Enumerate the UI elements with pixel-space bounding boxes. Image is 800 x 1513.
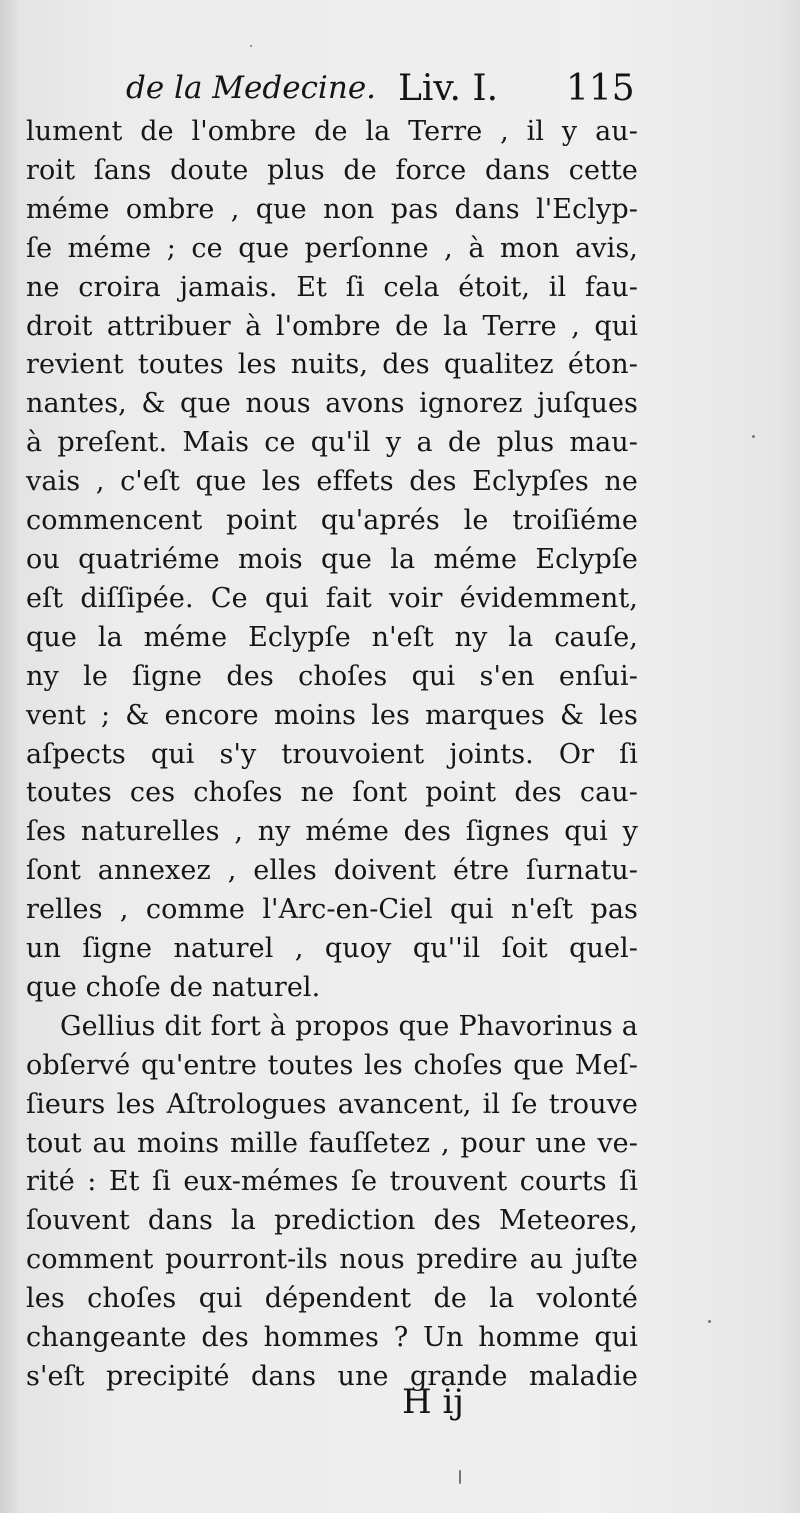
text-line: roit ſans doute plus de force dans cette — [26, 154, 638, 186]
text-line: vent ; & encore moins les marques & les — [26, 699, 638, 731]
text-line: droit attribuer à l'ombre de la Terre , qui — [26, 310, 638, 342]
text-line: ſont annexez , elles doivent étre ſurnatu- — [26, 855, 638, 887]
text-line: ny le ſigne des choſes qui s'en enſui- — [26, 660, 638, 692]
text-line: ſouvent dans la prediction des Meteores, — [26, 1205, 638, 1237]
text-line: s'eſt precipité dans une grande maladie — [26, 1361, 638, 1392]
text-line: obſervé qu'entre toutes les choſes que Meſ- — [26, 1049, 638, 1081]
text-line: ne croira jamais. Et ſi cela étoit, il fau- — [26, 271, 638, 303]
paper-speck — [708, 1320, 711, 1323]
text-line: aſpects qui s'y trouvoient joints. Or ſi — [26, 738, 638, 770]
text-line: ſe méme ; ce que perſonne , à mon avis, — [26, 232, 638, 264]
text-line: un ſigne naturel , quoy qu''il ſoit quel- — [26, 933, 638, 965]
text-line: Gellius dit fort à propos que Phavorinus a — [60, 1010, 638, 1042]
running-head-book: Liv. I. — [398, 68, 499, 109]
text-line: méme ombre , que non pas dans l'Eclyp- — [26, 193, 638, 225]
text-line: toutes ces choſes ne ſont point des cau- — [26, 777, 638, 809]
text-line: revient toutes les nuits, des qualitez éton- — [26, 349, 638, 381]
paper-speck — [459, 1470, 461, 1484]
paragraph-1 — [26, 113, 638, 1008]
paper-speck — [250, 45, 252, 47]
text-line: commencent point qu'aprés le troiſiéme — [26, 505, 638, 537]
paper-speck — [752, 435, 755, 438]
text-line: nantes, & que nous avons ignorez juſques — [26, 388, 638, 420]
text-line: vais , c'eſt que les effets des Eclypſes ne — [26, 466, 638, 498]
text-line: que choſe de naturel. — [26, 971, 321, 1003]
text-line: ſes naturelles , ny méme des ſignes qui y — [26, 816, 638, 848]
paragraph-2 — [26, 1008, 638, 1397]
text-line: ſieurs les Aſtrologues avancent, il ſe trouve — [26, 1088, 638, 1120]
page-number: 115 — [566, 68, 635, 109]
text-line: comment pourront-ils nous predire au juſte — [26, 1244, 638, 1276]
text-line: tout au moins mille fauſſetez , pour une ve- — [26, 1127, 638, 1159]
running-head — [0, 68, 800, 118]
text-line: relles , comme l'Arc-en-Ciel qui n'eſt pas — [26, 894, 638, 926]
signature-mark — [0, 1382, 800, 1426]
text-line: à preſent. Mais ce qu'il y a de plus mau- — [26, 427, 638, 459]
text-line: rité : Et ſi eux-mémes ſe trouvent courts ſi — [26, 1166, 638, 1198]
running-head-title: de la Medecine. — [126, 70, 377, 106]
text-line: eſt diſſipée. Ce qui fait voir évidemment, — [26, 582, 638, 614]
signature-text: H ij — [402, 1382, 464, 1422]
text-line: ou quatriéme mois que la méme Eclypſe — [26, 543, 638, 575]
text-line: lument de l'ombre de la Terre , il y au- — [26, 116, 638, 147]
body-text — [26, 113, 638, 1397]
text-line: que la méme Eclypſe n'eſt ny la cauſe, — [26, 621, 638, 653]
text-line: les choſes qui dépendent de la volonté — [26, 1283, 638, 1315]
text-line: changeante des hommes ? Un homme qui — [26, 1322, 638, 1354]
